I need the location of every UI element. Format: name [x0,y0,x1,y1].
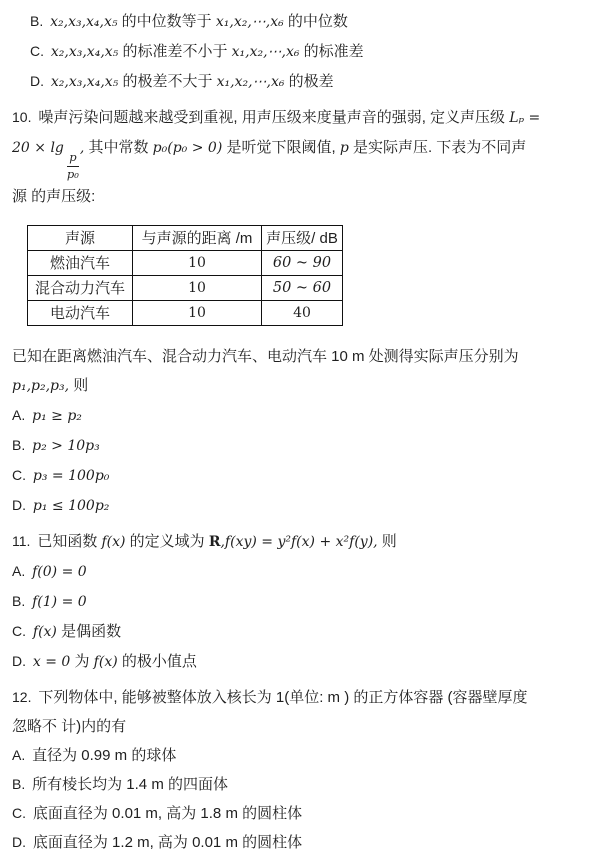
math-text: x₁,x₂,⋯,x₆ [216,74,285,90]
body-text: 是偶函数 [56,622,122,640]
math-text: p₀(p₀ > 0) [152,140,223,156]
option-label: 10. [12,109,36,125]
option-line [12,770,601,799]
question-start-line [12,103,601,133]
option-label: 11. [12,532,35,549]
option-label: D. [30,73,48,89]
option-line [12,401,601,431]
option-line [12,557,601,587]
body-text: 所有棱长均为 1.4 m 的四面体 [32,775,228,793]
table-cell: 燃油汽车 [28,250,133,275]
table-header-cell: 声源 [28,225,133,250]
option-label: B. [30,13,48,29]
body-text: 的标准差 [299,43,364,60]
math-text: R [208,533,221,550]
body-text: 直径为 0.99 m 的球体 [32,746,177,764]
option-label: B. [12,436,30,453]
body-text: 的极差不大于 [118,73,217,90]
option-line-indent [12,37,601,67]
table-cell: 电动汽车 [28,300,133,325]
option-line-indent [12,67,601,97]
option-label: B. [12,775,30,792]
body-text: 的极差 [284,73,334,90]
table-cell: 40 [262,300,343,325]
body-text: 则 [69,376,89,394]
option-line [12,741,601,770]
math-text: x₁,x₂,⋯,x₆ [215,14,284,30]
option-line [12,431,601,461]
stem-line [12,342,601,371]
option-label: D. [12,833,30,850]
math-text: f(0) = 0 [32,563,87,580]
math-text: f(x) [32,623,57,640]
table-cell: 50 ~ 60 [262,275,343,300]
body-text: 是实际声压. 下表为不同声 [348,139,527,156]
table-header-cell: 声压级/ dB [262,225,343,250]
stem-line [12,133,601,182]
body-text: 的标准差不小于 [118,43,232,60]
question-start-line [12,683,601,712]
option-label: D. [12,652,30,669]
stem-line [12,712,601,741]
body-text: 底面直径为 0.01 m, 高为 1.8 m 的圆柱体 [32,804,303,822]
body-text: 的中位数 [283,13,348,30]
math-text: , [79,140,85,156]
option-label: D. [12,496,30,513]
math-text: p₁ ≥ p₂ [32,407,82,424]
body-text: 噪声污染问题越来越受到重视, 用声压级来度量声音的强弱, 定义声压级 [38,109,510,126]
option-label: C. [12,466,30,483]
option-label: B. [12,592,30,609]
math-text: p [339,140,349,156]
option-line [12,587,601,617]
option-label: A. [12,562,30,579]
math-text: 20 × lg [12,140,64,156]
math-text: f(1) = 0 [32,593,87,610]
body-text: 源 的声压级: [12,187,96,205]
option-line [12,491,601,521]
option-line-indent [12,7,601,37]
body-text: 已知在距离燃油汽车、混合动力汽车、电动汽车 10 m 处测得实际声压分别为 [12,347,519,365]
math-text: p₁,p₂,p₃, [12,377,70,394]
body-text: 其中常数 [84,139,153,156]
body-text: 的定义域为 [125,532,209,550]
math-text: f(x) [101,533,126,550]
body-text: 下列物体中, 能够被整体放入核长为 1(单位: m ) 的正方体容器 (容器壁厚度 [38,688,528,706]
option-line [12,461,601,491]
fraction-denominator: p₀ [66,166,79,181]
body-text: 是听觉下限阈值, [222,139,340,156]
fraction-numerator: p [67,151,78,167]
fraction [67,151,79,182]
math-text: ,f(xy) = y²f(x) + x²f(y), [220,533,378,550]
math-text: p₁ ≤ 100p₂ [32,497,110,514]
table-row [28,250,343,275]
stem-line [12,182,601,211]
question-start-line [12,527,601,557]
table-header-row [28,225,343,250]
math-text: x₂,x₃,x₄,x₅ [50,14,118,30]
math-text: p₂ > 10p₃ [32,437,100,454]
body-text: 则 [377,532,397,550]
table-header-cell: 与声源的距离 /m [133,225,262,250]
math-text: x₂,x₃,x₄,x₅ [50,44,119,60]
math-text: x₁,x₂,⋯,x₆ [231,44,300,60]
body-text: 底面直径为 1.2 m, 高为 0.01 m 的圆柱体 [32,833,303,851]
option-label: C. [30,43,48,59]
option-line [12,647,601,677]
option-label: A. [12,746,30,763]
math-text: f(x) [93,653,118,670]
table-cell: 混合动力汽车 [28,275,133,300]
option-line [12,617,601,647]
body-text: 的中位数等于 [117,13,216,30]
table-cell: 10 [133,275,262,300]
table-cell: 10 [133,300,262,325]
table-cell: 60 ~ 90 [262,250,343,275]
math-text: x₂,x₃,x₄,x₅ [50,74,119,90]
option-label: 12. [12,688,36,705]
option-label: A. [12,406,30,423]
math-text: Lₚ = [509,110,541,126]
body-text: 的极小值点 [117,652,197,670]
option-label: C. [12,804,30,821]
option-line [12,799,601,828]
body-text: 忽略不 计)内的有 [12,717,127,735]
table-row [28,275,343,300]
stem-line [12,371,601,401]
table-row [28,300,343,325]
sound-pressure-table [27,225,343,326]
body-text: 为 [70,652,94,670]
option-label: C. [12,622,30,639]
math-text: x = 0 [32,653,71,670]
body-text: 已知函数 [37,532,102,550]
math-text: p₃ = 100p₀ [32,467,110,484]
option-line [12,828,601,857]
table-cell: 10 [133,250,262,275]
